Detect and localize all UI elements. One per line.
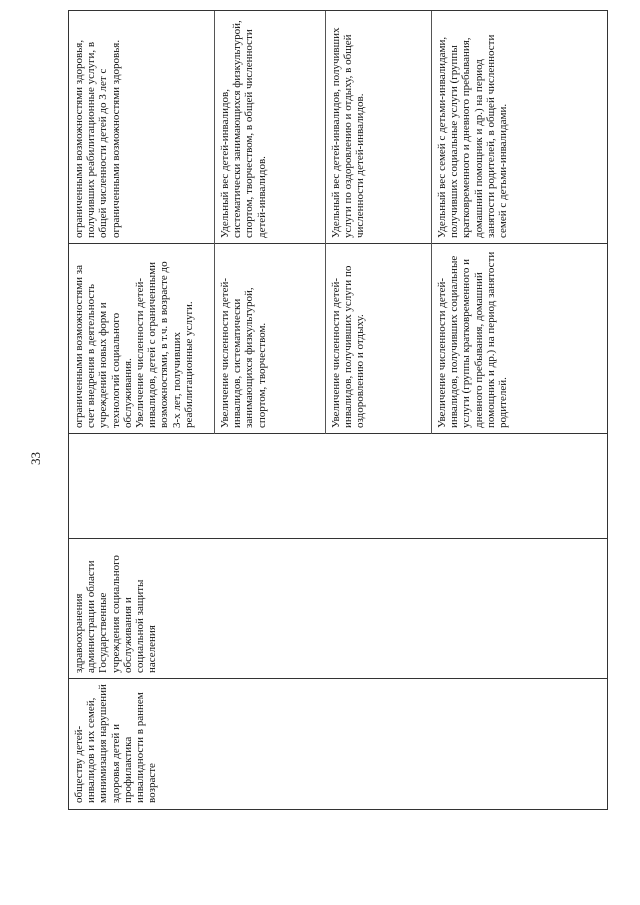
indicator-2-text: Удельный вес детей-инвалидов, систематически занимающихся физкультурой, спортом, творчеством, в общей численности детей-инвалидов. — [219, 20, 268, 238]
indicator-3-text: Удельный вес детей-инвалидов, получивших услуги по оздоровлению и отдыху, в общей численности детей-инвалидов. — [330, 27, 367, 238]
indicator-cell-2 — [219, 16, 268, 238]
indicator-cell-1 — [73, 16, 122, 238]
result-cell-1 — [73, 250, 195, 428]
task-text: обществу детей-инвалидов и их семей, минимизация нарушений здоровья детей и профилактика инвалидности в раннем возрасте — [73, 684, 159, 803]
result-3-text: Увеличение численности детей-инвалидов, получивших услуги по оздоровлению и отдыху. — [330, 265, 367, 428]
indicator-1-text: ограниченными возможностями здоровья, получивших реабилитационные услуги, в общей численности детей до 3 лет с ограниченными возможностями здоровья. — [73, 39, 122, 238]
indicator-4-text: Удельный вес семей с детьми-инвалидами, получивших социальные услуги (группы кратковременного и дневного пребывания, домашний помощник и др.) на период занятости родителей, в общей численности семей с детьми-инвалидами. — [436, 34, 510, 238]
result-1-line-2: Увеличение численности детей-инвалидов, детей с ограниченными возможностями, в т.ч. в возрасте до 3-х лет, получивших реабилитационные услуги. — [134, 261, 195, 428]
indicator-cell-4 — [436, 16, 509, 238]
column-divider-4 — [69, 243, 607, 244]
result-cell-2 — [219, 250, 268, 428]
page-number: 33 — [28, 452, 43, 465]
task-cell — [73, 683, 158, 803]
result-2-text: Увеличение численности детей-инвалидов, систематически занимающихся физкультурой, спортом, творчеством. — [219, 277, 268, 428]
row-divider-3 — [431, 11, 432, 434]
row-divider-1b — [214, 11, 215, 244]
result-1-line-1: ограниченными возможностями за счет внедрения в деятельность учреждений новых форм и технологий социального обслуживания. — [73, 264, 134, 428]
executors-line-1: здравоохранения администрации области — [73, 560, 98, 673]
executors-line-2: Государственные учреждения социального обслуживания и социальной защиты населения — [97, 555, 159, 673]
column-divider-1 — [69, 678, 607, 679]
result-4-text: Увеличение численности детей-инвалидов, получивших социальные услуги (группы кратковременного и дневного пребывания, домашний помощник и др.) на период занятости родителей. — [436, 251, 510, 428]
result-cell-4 — [436, 250, 509, 428]
result-cell-3 — [330, 250, 367, 428]
column-divider-2 — [69, 538, 607, 539]
program-table — [68, 10, 608, 810]
executors-cell — [73, 545, 158, 673]
row-divider-2 — [325, 11, 326, 434]
column-divider-3 — [69, 433, 607, 434]
indicator-cell-3 — [330, 16, 367, 238]
